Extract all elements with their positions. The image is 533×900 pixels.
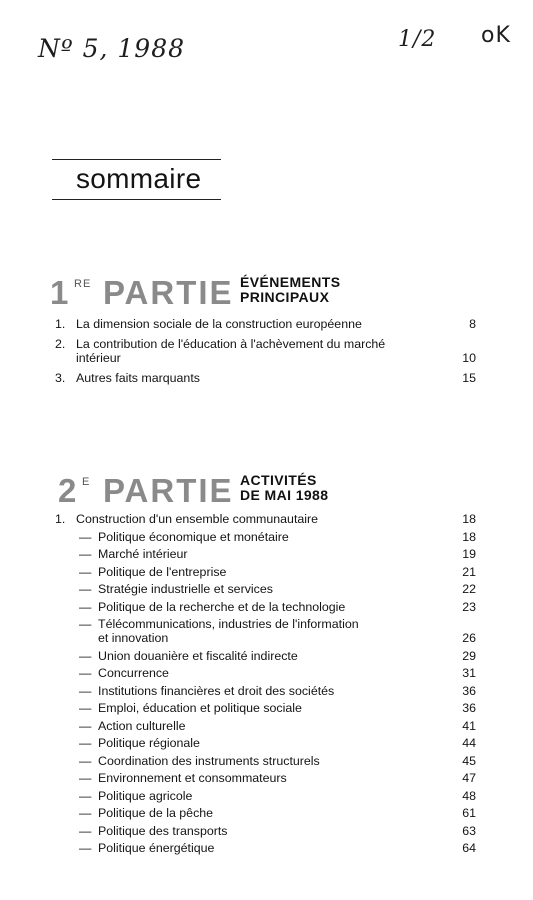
item-page-number: 22 — [462, 582, 476, 596]
part-2-heading — [50, 470, 370, 510]
item-dash: — — [79, 771, 92, 785]
item-page-number: 21 — [462, 564, 476, 579]
item-label: Construction d'un ensemble communautaire — [76, 512, 319, 526]
item-label: Politique économique et monétaire — [98, 529, 289, 544]
part-1-number: 1 — [50, 274, 70, 311]
item-label: Concurrence — [98, 666, 169, 680]
title-rule-bottom — [52, 199, 221, 200]
part-2-subtitle — [240, 473, 328, 503]
item-dash: — — [79, 666, 92, 680]
item-label: Union douanière et fiscalité indirecte — [98, 648, 298, 663]
part-1-subtitle-line-2: PRINCIPAUX — [240, 289, 330, 305]
item-dash: — — [79, 788, 92, 803]
item-dash: — — [79, 841, 92, 855]
item-dash: — — [79, 599, 92, 614]
item-page-number: 64 — [462, 841, 476, 855]
item-page-number: 45 — [462, 753, 476, 768]
page-title: sommaire — [76, 163, 202, 194]
item-label-continued: et innovation — [98, 631, 169, 645]
item-label: Environnement et consommateurs — [98, 771, 287, 785]
item-page-number: 29 — [462, 648, 476, 663]
item-label: Marché intérieur — [98, 547, 188, 561]
item-dash: — — [79, 823, 92, 838]
item-page-number: 48 — [462, 788, 476, 803]
item-page-number: 31 — [462, 666, 476, 680]
item-dash: — — [79, 701, 92, 715]
item-dash: — — [79, 582, 92, 596]
item-dash: — — [79, 736, 92, 750]
item-label: Politique énergétique — [98, 841, 215, 855]
item-dash: — — [79, 806, 92, 820]
item-label: Politique agricole — [98, 788, 193, 803]
item-label: Stratégie industrielle et services — [98, 582, 273, 596]
item-dash: — — [79, 529, 92, 544]
item-label: Politique de l'entreprise — [98, 564, 227, 579]
part-1-word: PARTIE — [103, 274, 234, 311]
item-label-continued: intérieur — [76, 351, 121, 365]
item-dash: — — [79, 617, 92, 631]
item-number: 3. — [55, 371, 66, 385]
item-page-number: 26 — [462, 631, 476, 645]
item-label: Action culturelle — [98, 718, 186, 733]
part-1-subtitle-line-1: ÉVÉNEMENTS — [240, 274, 341, 290]
handwritten-fraction: 1/2 — [398, 27, 437, 52]
title-rule-top — [52, 159, 221, 160]
part-2-subtitle-line-1: ACTIVITÉS — [240, 472, 317, 488]
item-label: Coordination des instruments structurels — [98, 753, 320, 768]
item-page-number: 8 — [469, 317, 476, 331]
item-page-number: 18 — [462, 529, 476, 544]
item-page-number: 41 — [462, 718, 476, 733]
item-page-number: 61 — [462, 806, 476, 820]
item-page-number: 18 — [462, 512, 476, 526]
part-1-subtitle — [240, 275, 340, 305]
item-page-number: 63 — [462, 823, 476, 838]
item-number: 2. — [55, 337, 66, 351]
item-label: La contribution de l'éducation à l'achèvement du marché — [76, 337, 386, 351]
part-2-word: PARTIE — [103, 472, 234, 509]
item-label: Politique des transports — [98, 823, 228, 838]
part-2-number: 2 — [58, 472, 78, 509]
item-dash: — — [79, 564, 92, 579]
item-number: 1. — [55, 512, 66, 526]
item-page-number: 44 — [462, 736, 476, 750]
item-number: 1. — [55, 317, 66, 331]
part-2-superscript: E — [82, 476, 91, 488]
part-1-heading — [50, 272, 370, 312]
item-page-number: 10 — [462, 351, 476, 365]
item-label: Autres faits marquants — [76, 371, 200, 385]
handwritten-issue-number: Nº 5, 1988 — [38, 34, 185, 63]
part-2-subtitle-line-2: DE MAI 1988 — [240, 487, 329, 503]
item-label: Télécommunications, industries de l'information — [98, 617, 359, 631]
item-dash: — — [79, 753, 92, 768]
item-dash: — — [79, 718, 92, 733]
item-label: Politique de la recherche et de la technologie — [98, 599, 346, 614]
item-page-number: 36 — [462, 701, 476, 715]
item-label: La dimension sociale de la construction européenne — [76, 317, 362, 331]
part-1-superscript: RE — [74, 278, 92, 290]
item-label: Politique de la pêche — [98, 806, 214, 820]
handwritten-ok-mark: oK — [481, 23, 511, 48]
item-page-number: 47 — [462, 771, 476, 785]
item-page-number: 23 — [462, 599, 476, 614]
item-label: Emploi, éducation et politique sociale — [98, 701, 302, 715]
item-dash: — — [79, 648, 92, 663]
item-page-number: 36 — [462, 683, 476, 698]
item-label: Institutions financières et droit des sociétés — [98, 683, 335, 698]
item-dash: — — [79, 683, 92, 698]
item-dash: — — [79, 547, 92, 561]
item-page-number: 19 — [462, 547, 476, 561]
item-label: Politique régionale — [98, 736, 200, 750]
item-page-number: 15 — [462, 371, 476, 385]
